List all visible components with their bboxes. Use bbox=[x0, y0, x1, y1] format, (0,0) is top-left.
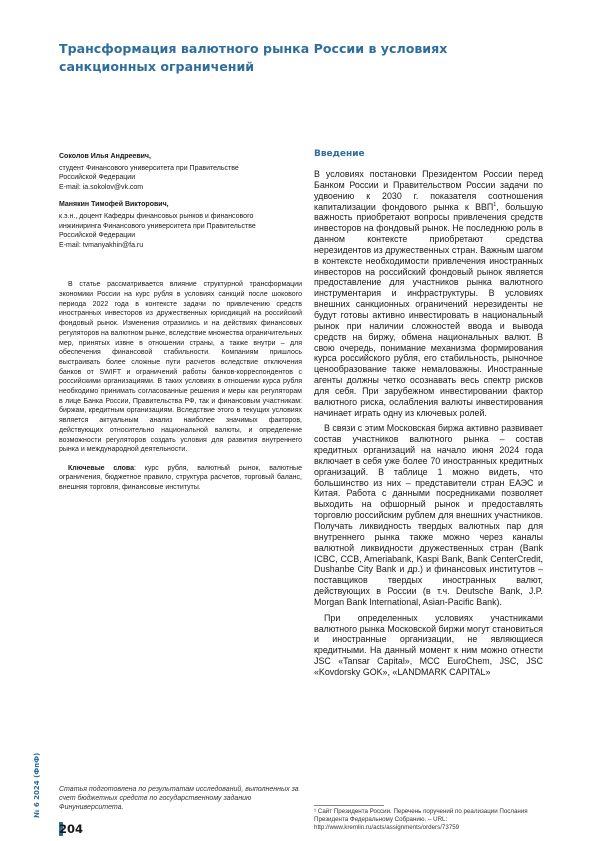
right-column bbox=[314, 149, 543, 683]
left-column bbox=[59, 152, 302, 492]
section-heading: Введение bbox=[314, 149, 365, 159]
intro-paragraph-1-start: В условиях постановки Президентом России перед Банком России и Правительством России задачи по удвоению к 2030 г. показателя соотношения капитализации фондового рынка к ВВП bbox=[314, 169, 543, 212]
author-email: E-mail: ia.sokolov@vk.com bbox=[59, 183, 144, 191]
author-affiliation-line: студент Финансового университета при Правительстве bbox=[59, 164, 239, 172]
author-affiliation-line: к.э.н., доцент Кафедры финансовых рынков и финансового bbox=[59, 212, 254, 220]
author-block-2 bbox=[59, 200, 302, 250]
author-affiliation-line: Российской Федерации bbox=[59, 174, 136, 182]
intro-paragraph-1-end: , большую важность приобретают вопросы привлечения средств инвесторов на фондовый рынок. Не последнюю роль в данном контексте приобретают средства нерезидентов из дружественных стран. Важным шагом в контексте необходимости привлечения иностранных инвесторов на российский фондовый рынок является предоставление для участников рынка валютного инструментария и инфраструктуры. В условиях внешних санкционных ограничений нерезиденты не будут готовы активно инвестировать в национальный рынок при наличии сложностей ввода и вывода средств на биржу, обмена национальных валют. В свою очередь, понимание механизма формирования курса российского рубля, его стабильность, рыночное ценообразование также немаловажны. Иностранные агенты должны четко осознавать весь спектр рисков для себя. При зарубежном инвестировании фактор валютного риска, ослабления валюты инвестирования начинает играть одну из ключевых ролей. bbox=[314, 201, 543, 418]
page-number: 204 bbox=[59, 822, 84, 836]
author-email: E-mail: tvmanyakhin@fa.ru bbox=[59, 241, 144, 249]
footnote-mark: 1 bbox=[493, 201, 497, 208]
author-affiliation-line: Российской Федерации bbox=[59, 232, 136, 240]
abstract: В статье рассматривается влияние структурной трансформации экономики России на курс рубля в условиях санкций после шокового периода 2022 года в контексте задачи по привлечению средств иностранных инвесторов из дружественных юрисдикций на российский фондовый рынок. Изменения отразились и на действиях финансовых регуляторов на валютном рынке, вследствие множества ограничительных мер, принятых извне в отношении страны, а также внутри – для обеспечения финансовой стабильности. Компаниям пришлось выстраивать более сложные пути расчетов вследствие отключения банков от SWIFT и ограничений работы банков-корреспондентов с российскими организациями. В таких условиях в отношении курса рубля необходимо принимать согласованные решения и меры как регуляторам в лице Банка России, Правительства РФ, так и финансовым участникам: биржам, кредитным организациям. Вследствие этого в текущих условиях является актуальным анализ наиболее значимых факторов, действующих относительно национальной валюты, и определение возможности регуляторов создать условия для развития внутреннего рынка и международной деятельности. bbox=[59, 281, 302, 454]
keywords bbox=[59, 464, 302, 492]
keywords-text: : курс рубля, валютный рынок, валютные ограничения, бюджетное правило, структура расчетов, торговый баланс, внешняя торговля, финансовые институты. bbox=[59, 465, 302, 491]
author-block-1 bbox=[59, 152, 302, 192]
article-title: Трансформация валютного рынка России в условиях санкционных ограничений bbox=[59, 41, 448, 74]
author-affiliation-line: инжиниринга Финансового университета при Правительстве bbox=[59, 222, 256, 230]
intro-paragraph-3: При определенных условиях участниками валютного рынка Московской биржи могут становиться и иностранные организации, не являющиеся кредитными. На данный момент к ним можно отнести JSC «Tansar Capital», MCC EuroChem, JSC, JSC «Kovdorsky GOK», «LANDMARK CAPITAL» bbox=[314, 612, 543, 677]
author-name: Манякин Тимофей Викторович, bbox=[59, 201, 169, 209]
grant-note: Статья подготовлена по результатам исследований, выполненных за счет бюджетных средств по государственному заданию Финуниверситета. bbox=[59, 786, 299, 811]
author-name: Соколов Илья Андреевич, bbox=[59, 153, 151, 160]
journal-issue-label: № 6 2024 (ФпФ) bbox=[33, 752, 41, 818]
keywords-label: Ключевые слова bbox=[68, 465, 134, 472]
intro-paragraph-2: В связи с этим Московская биржа активно развивает состав участников валютного рынка – состав кредитных организаций на начало июня 2024 года включает в себя уже более 70 иностранных кредитных организаций. В таблице 1 можно видеть, что большинство из них – представители стран ЕАЭС и Китая. Работа с данными посредниками позволяет выходить на офшорный рынок и предоставлять торговлю российским рублем для внешних участников. Получать ликвидность твердых валютных пар для внутреннего рынка также можно через каналы валютной ликвидности дружественных стран (Bank ICBC, CCB, Ameriabank, Kaspi Bank, Bank CenterCredit, Dushanbe City Bank и др.) и финансовых институтов – поставщиков твердых иностранных валют, действующих в России (в т.ч. Deutsche Bank, J.P. Morgan Bank International, Asian-Pacific Bank). bbox=[314, 423, 543, 607]
intro-paragraph-1 bbox=[314, 169, 543, 418]
footnote: ¹ Сайт Президента России. Перечень поручений по реализации Послания Президента Федеральному Собранию. – URL: http://www.kremlin.ru/acts/assignments/orders/73759 bbox=[314, 808, 528, 832]
footnote-divider bbox=[314, 805, 384, 806]
